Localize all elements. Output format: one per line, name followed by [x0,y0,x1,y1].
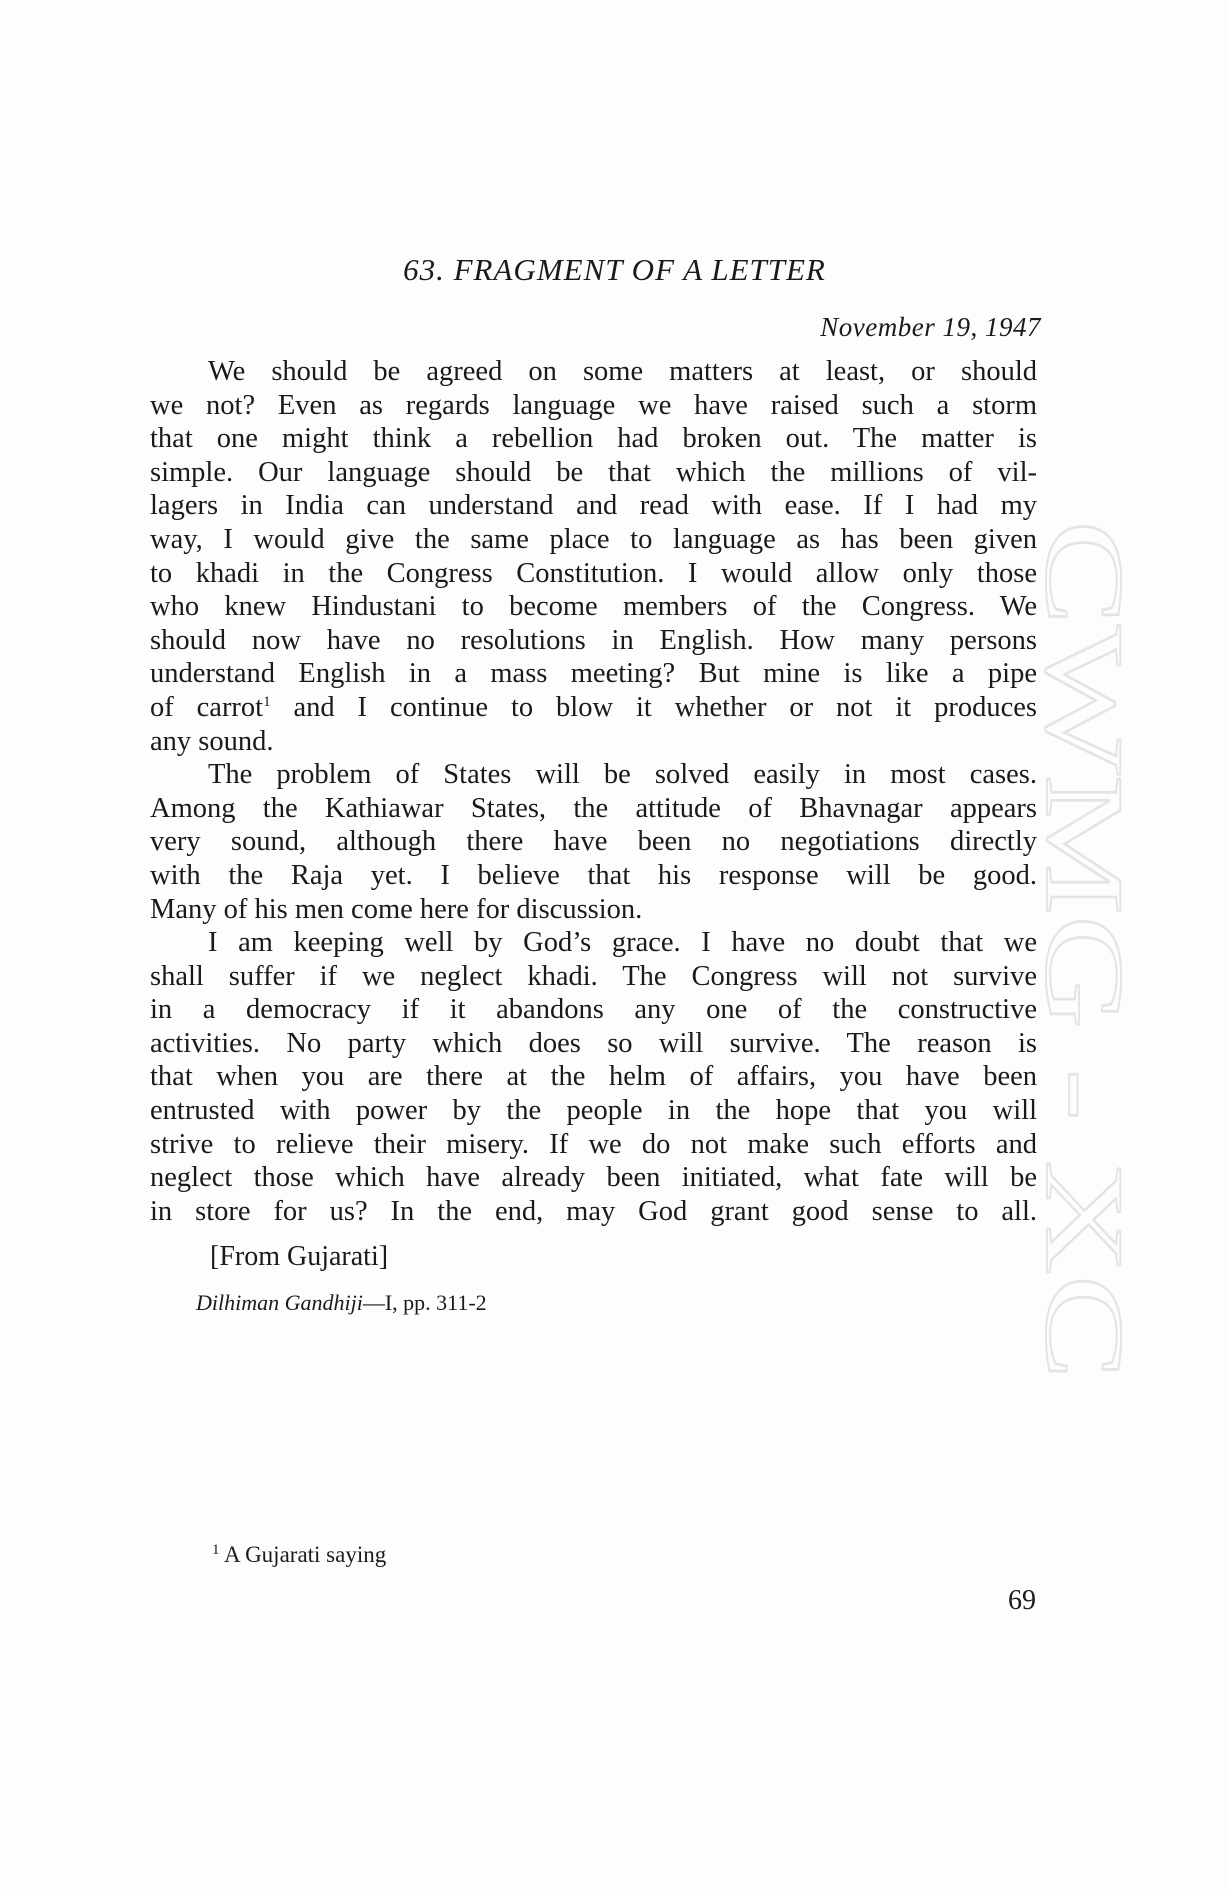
text-line: very sound, although there have been no negotiations directly [150,826,1037,858]
text-line: understand English in a mass meeting? But mine is like a pipe [150,658,1037,690]
text-line: entrusted with power by the people in the hope that you will [150,1095,1037,1127]
citation-pages: —I, pp. 311-2 [362,1290,487,1315]
footnote [212,1542,386,1568]
text-line: activities. No party which does so will survive. The reason is [150,1027,1037,1059]
text-line: I am keeping well by God’s grace. I have no doubt that we [208,927,1037,959]
text-line: should now have no resolutions in English. How many persons [150,624,1037,656]
text-line-with-footnote [150,691,1037,725]
text-line: neglect those which have already been initiated, what fate will be [150,1162,1037,1194]
text-line: Among the Kathiawar States, the attitude of Bhavnagar appears [150,792,1037,824]
text-line: who knew Hindustani to become members of the Congress. We [150,591,1037,623]
letter-date: November 19, 1947 [820,312,1041,342]
text-line: that when you are there at the helm of affairs, you have been [150,1061,1037,1093]
text-line: any sound. [150,725,274,757]
paragraph-1 [150,355,1037,758]
paragraph-3 [150,926,1037,1228]
text-fragment: and I continue to blow it whether or not it produces [270,691,1037,723]
text-line: that one might think a rebellion had broken out. The matter is [150,423,1037,455]
text-line: simple. Our language should be that which the millions of vil- [150,456,1037,488]
text-line: The problem of States will be solved easily in most cases. [208,759,1037,791]
footnote-text: A Gujarati saying [219,1542,387,1567]
letter-body [150,355,1037,1228]
source-note: [From Gujarati] [210,1241,389,1272]
text-line: strive to relieve their misery. If we do not make such efforts and [150,1128,1037,1160]
footnote-number: 1 [212,1542,220,1558]
citation [196,1290,487,1316]
text-line: shall suffer if we neglect khadi. The Congress will not survive [150,960,1037,992]
text-fragment: of carrot [150,691,264,723]
text-line: to khadi in the Congress Constitution. I would allow only those [150,557,1037,589]
letter-heading: 63. FRAGMENT OF A LETTER [403,252,826,287]
citation-title: Dilhiman Gandhiji [196,1290,363,1315]
paragraph-2 [150,758,1037,926]
footnote-marker: 1 [263,693,271,710]
text-line: in a democracy if it abandons any one of the constructive [150,994,1037,1026]
text-line: Many of his men come here for discussion. [150,893,643,925]
text-line: We should be agreed on some matters at least, or should [208,356,1037,387]
text-line: with the Raja yet. I believe that his response will be good. [150,859,1037,891]
watermark-text: CWMG - XC [1022,520,1146,1130]
text-line: we not? Even as regards language we have raised such a storm [150,389,1037,421]
text-line: way, I would give the same place to language as has been given [150,523,1037,555]
text-line: in store for us? In the end, may God grant good sense to all. [150,1195,1037,1227]
cwmg-watermark [1022,520,1146,1380]
page-number: 69 [1008,1585,1036,1616]
text-line: lagers in India can understand and read with ease. If I had my [150,490,1037,522]
